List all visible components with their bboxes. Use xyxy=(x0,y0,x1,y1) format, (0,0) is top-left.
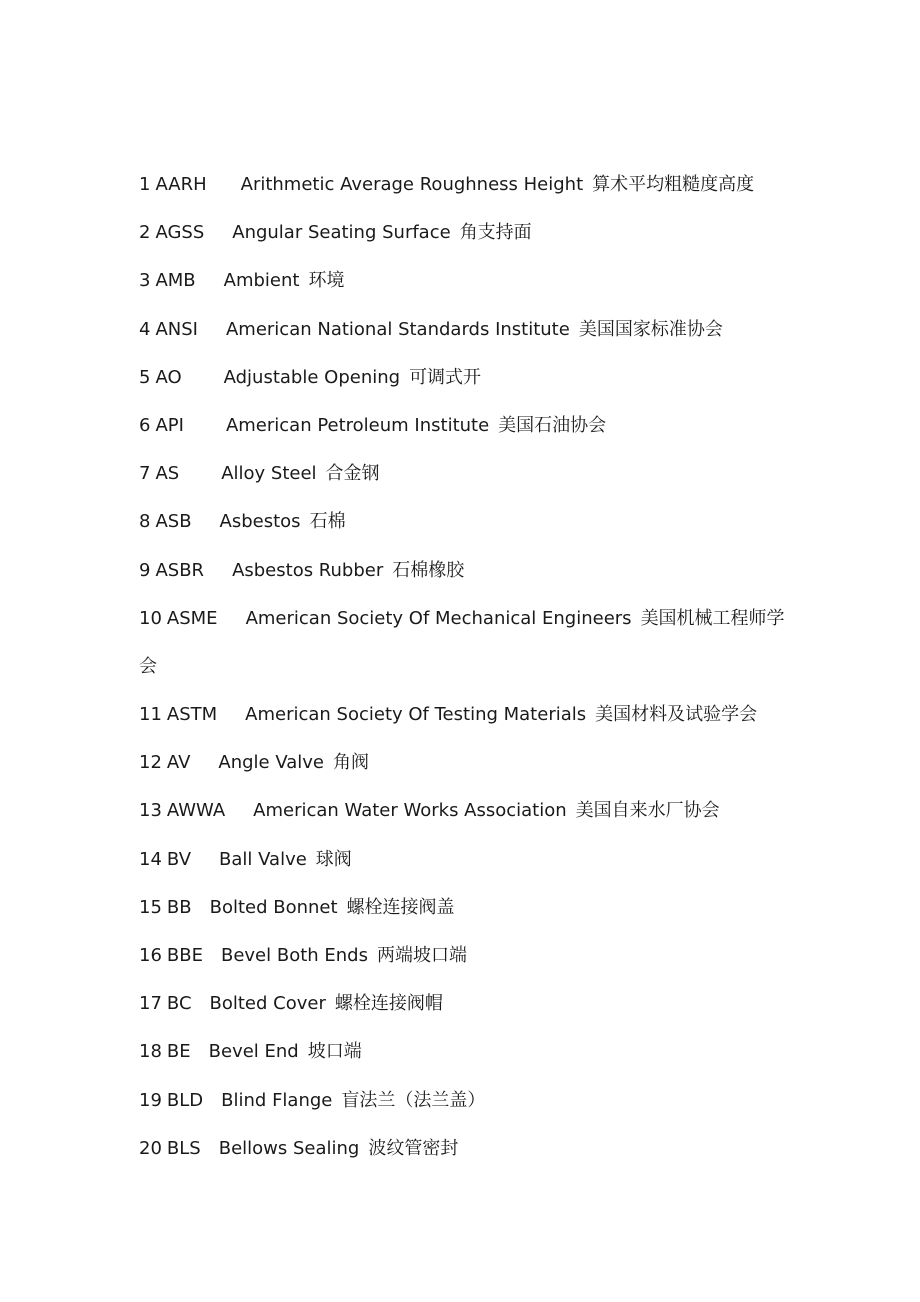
entry-abbreviation: AV xyxy=(166,752,191,774)
entry-number: 17 xyxy=(139,993,162,1015)
entry-number: 10 xyxy=(139,607,162,629)
entry-chinese: 美国材料及试验学会 xyxy=(595,704,758,726)
abbreviation-list xyxy=(139,161,799,1173)
entry-abbreviation: API xyxy=(155,414,184,436)
list-item xyxy=(139,1125,799,1173)
entry-chinese: 角阀 xyxy=(333,752,370,774)
entry-abbreviation: ASTM xyxy=(166,704,218,726)
entry-chinese: 盲法兰（法兰盖） xyxy=(341,1089,486,1111)
list-item xyxy=(139,209,799,257)
entry-number: 9 xyxy=(139,559,151,581)
entry-chinese: 波纹管密封 xyxy=(368,1137,459,1159)
entry-chinese: 角支持面 xyxy=(459,222,532,244)
entry-abbreviation: BLD xyxy=(166,1089,204,1111)
entry-term: Arithmetic Average Roughness Height xyxy=(240,174,584,195)
entry-term: Asbestos Rubber xyxy=(232,559,384,581)
entry-number: 8 xyxy=(139,511,151,533)
entry-abbreviation: BB xyxy=(166,896,192,918)
entry-chinese: 算术平均粗糙度高度 xyxy=(592,174,755,195)
entry-number: 3 xyxy=(139,270,151,292)
entry-chinese: 美国国家标准协会 xyxy=(578,318,723,340)
entry-abbreviation: BLS xyxy=(166,1137,201,1159)
entry-term: American Society Of Testing Materials xyxy=(245,704,587,726)
entry-term: Angular Seating Surface xyxy=(232,222,451,244)
entry-number: 12 xyxy=(139,752,162,774)
entry-number: 14 xyxy=(139,848,162,870)
entry-chinese: 两端坡口端 xyxy=(377,945,467,966)
list-item xyxy=(139,932,799,980)
entry-chinese: 螺栓连接阀帽 xyxy=(334,993,443,1015)
entry-abbreviation: BE xyxy=(166,1041,191,1063)
entry-term: Bolted Cover xyxy=(209,993,326,1015)
entry-abbreviation: AO xyxy=(155,366,182,388)
entry-term: Ambient xyxy=(223,270,300,292)
entry-number: 2 xyxy=(139,222,151,244)
list-item xyxy=(139,450,799,498)
entry-abbreviation: BC xyxy=(166,993,192,1015)
entry-number: 7 xyxy=(139,463,151,485)
list-item xyxy=(139,691,799,739)
entry-chinese-wrap: 会 xyxy=(139,655,157,677)
list-item xyxy=(139,980,799,1028)
entry-abbreviation: ANSI xyxy=(155,318,198,340)
entry-abbreviation: BV xyxy=(166,848,192,870)
entry-number: 18 xyxy=(139,1041,162,1063)
entry-number: 11 xyxy=(139,704,162,726)
entry-number: 4 xyxy=(139,318,151,340)
entry-chinese: 美国机械工程师学 xyxy=(640,607,785,629)
entry-term: Asbestos xyxy=(219,511,301,533)
entry-term: Bellows Sealing xyxy=(218,1137,360,1159)
entry-number: 13 xyxy=(139,800,162,822)
list-item-continuation xyxy=(139,643,799,691)
entry-chinese: 螺栓连接阀盖 xyxy=(346,896,455,918)
entry-chinese: 合金钢 xyxy=(325,463,380,485)
entry-chinese: 坡口端 xyxy=(307,1041,362,1063)
entry-term: Angle Valve xyxy=(218,752,325,774)
entry-abbreviation: AMB xyxy=(155,270,196,292)
list-item xyxy=(139,787,799,835)
entry-term: American Water Works Association xyxy=(253,800,567,822)
entry-number: 6 xyxy=(139,414,151,436)
list-item xyxy=(139,161,799,209)
entry-abbreviation: BBE xyxy=(166,945,203,966)
entry-number: 16 xyxy=(139,945,162,966)
entry-chinese: 环境 xyxy=(308,270,345,292)
list-item xyxy=(139,595,799,643)
entry-chinese: 美国自来水厂协会 xyxy=(575,800,720,822)
entry-number: 19 xyxy=(139,1089,162,1111)
entry-term: American Petroleum Institute xyxy=(225,414,490,436)
entry-term: American Society Of Mechanical Engineers xyxy=(245,607,632,629)
entry-number: 1 xyxy=(139,174,151,195)
entry-abbreviation: ASB xyxy=(155,511,192,533)
list-item xyxy=(139,354,799,402)
entry-term: Adjustable Opening xyxy=(223,366,401,388)
entry-abbreviation: ASBR xyxy=(155,559,205,581)
list-item xyxy=(139,402,799,450)
list-item xyxy=(139,836,799,884)
list-item xyxy=(139,739,799,787)
entry-chinese: 球阀 xyxy=(315,848,352,870)
entry-number: 20 xyxy=(139,1137,162,1159)
list-item xyxy=(139,257,799,305)
entry-chinese: 美国石油协会 xyxy=(498,414,607,436)
entry-term: Alloy Steel xyxy=(221,463,317,485)
entry-number: 5 xyxy=(139,366,151,388)
entry-number: 15 xyxy=(139,896,162,918)
entry-term: Bevel Both Ends xyxy=(220,945,368,966)
entry-term: Bevel End xyxy=(208,1041,299,1063)
entry-abbreviation: AS xyxy=(155,463,180,485)
list-item xyxy=(139,547,799,595)
entry-abbreviation: AGSS xyxy=(155,222,205,244)
entry-term: American National Standards Institute xyxy=(225,318,570,340)
list-item xyxy=(139,1077,799,1125)
entry-chinese: 石棉 xyxy=(309,511,346,533)
list-item xyxy=(139,498,799,546)
entry-abbreviation: AARH xyxy=(155,174,207,195)
entry-abbreviation: AWWA xyxy=(166,800,226,822)
list-item xyxy=(139,306,799,354)
entry-chinese: 可调式开 xyxy=(409,366,482,388)
entry-abbreviation: ASME xyxy=(166,607,218,629)
entry-term: Bolted Bonnet xyxy=(209,896,338,918)
entry-term: Ball Valve xyxy=(219,848,307,870)
list-item xyxy=(139,1028,799,1076)
entry-term: Blind Flange xyxy=(221,1089,333,1111)
entry-chinese: 石棉橡胶 xyxy=(392,559,465,581)
list-item xyxy=(139,884,799,932)
